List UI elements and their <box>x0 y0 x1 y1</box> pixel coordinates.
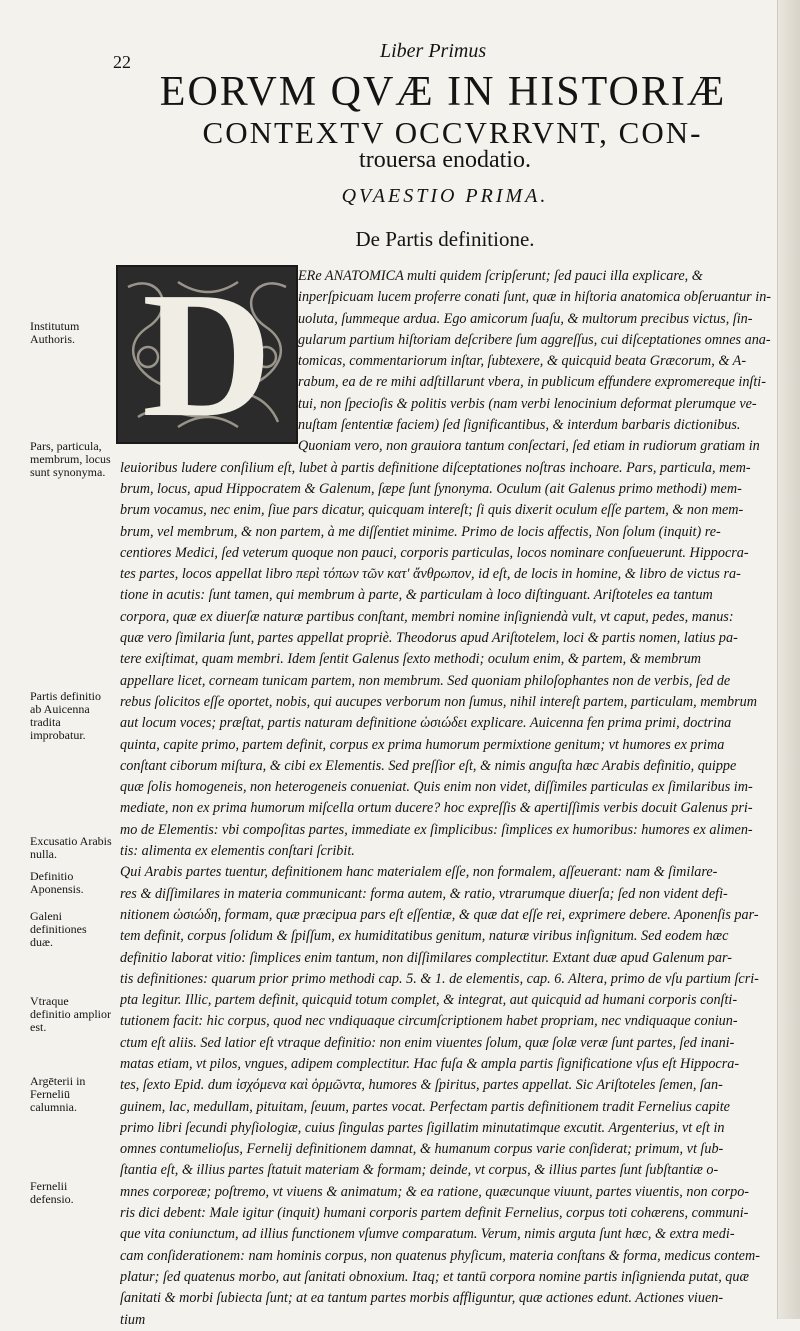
text-line: mediate, non ex prima humorum miſcella ortum ducere? hoc expreſſis & apertiſſimis verbis docuit Galenus pri- <box>120 800 753 817</box>
margin-note: Argēterii in Ferneliū calumnia. <box>30 1074 86 1114</box>
margin-note: Fernelii defensio. <box>30 1179 74 1206</box>
margin-note: Excusatio Arabis nulla. <box>30 834 112 861</box>
margin-note: Institutum Authoris. <box>30 319 80 346</box>
text-line: tem definit, corpus ſolidum & ſpiſſum, ex humiditatibus genitum, naturæ viribus inſignitum. Sed eodem hæc <box>120 928 729 945</box>
text-line: matas etiam, vt pilos, vngues, adipem complectitur. Hac fuſa & ampla partis ſignificatione vſus eſt Hippocra- <box>120 1055 740 1072</box>
text-line: res & diſſimilares in materia communicant: forma autem, & ratio, vtrarumque diuerſa; ſed non vident defi- <box>120 885 728 902</box>
text-line: pta legitur. Illic, partem definit, quicquid totum complet, & integrat, aut quicquid ad humani corporis conſti- <box>120 992 738 1009</box>
text-line: quæ ſolis homogeneis, non heterogeneis conueniat. Quis enim non videt, diſſimiles particulas ex ſimilaribus im- <box>120 779 753 796</box>
margin-note: Definitio Aponensis. <box>30 869 84 896</box>
section-subheading: De Partis definitione. <box>355 227 535 251</box>
text-line: tere exiſtimat, quam membri. Idem ſentit Galenus ſexto methodi; oculum enim, & partem, & membrum <box>120 651 702 668</box>
text-line: conſtant ciborum miſtura, & cibi ex Elementis. Sed preſſior eſt, & nimis anguſta hæc Arabis definitio, quippe <box>120 757 737 774</box>
margin-note: Partis definitio ab Auicenna tradita improbatur. <box>30 689 101 742</box>
margin-note: Vtraque definitio amplior est. <box>30 994 111 1034</box>
text-line: uoluta, ſummeque ardua. Ego amicorum ſuaſu, & multorum precibus victus, ſin- <box>298 310 753 327</box>
text-line: cam conſiderationem: nam hominis corpus, non quatenus phyſicum, materia conſtans & forma, medicus contem- <box>120 1247 760 1264</box>
text-line: rebus ſolicitos eſſe oportet, nobis, qui aucupes verborum non ſumus, nihil intereſt partem, particulam, membrum <box>120 693 757 710</box>
initial-letter: D <box>142 265 272 444</box>
text-line: ERe ANATOMICA multi quidem ſcripſerunt; ſed pauci illa explicare, & <box>298 268 703 284</box>
text-line: brum, locus, apud Hippocratem & Galenum, ſæpe ſunt ſynonyma. Oculum (ait Galenus primo methodi) mem- <box>120 480 742 497</box>
text-line: mo de Elementis: vbi compoſitas partes, immediate ex ſimplicibus: ſimplices ex humoribus: humores ex alimen- <box>120 821 753 838</box>
decorated-initial <box>116 265 298 444</box>
quaestio-heading: QVAESTIO PRIMA. <box>341 185 549 207</box>
text-line: platur; ſed quatenus morbo, aut ſanitati obnoxium. Itaq; et tantū corpora nomine partis inſignienda putat, quæ <box>120 1268 749 1285</box>
chapter-title-line-3: trouersa enodatio. <box>359 147 531 173</box>
text-line: centiores Medici, ſed veterum quoque non pauci, corporis particulas, locos nominare conſueuerunt. Hippocra- <box>120 544 749 561</box>
text-line: inperſpicuam lucem proferre conati ſunt, quæ in hiſtoria anatomica obſeruantur in- <box>298 289 772 306</box>
text-line: mnes corporeæ; poſtremo, vt viuens & animatum; & ea ratione, quæcunque viuunt, partes viuentis, non corpo- <box>120 1183 750 1200</box>
margin-note: Galeni definitiones duæ. <box>30 909 87 949</box>
text-line: aut locum voces; præſtat, partis naturam definitione ὡσιώδει explicare. Auicenna fen prima primi, doctrina <box>120 715 732 732</box>
text-line: tes partes, locos appellat libro περὶ τόπων τῶν κατ' ἄνθρωπον, id eſt, de locis in homine, & libro de victus ra- <box>120 566 741 583</box>
text-line: ris dici debent: Male igitur (inquit) humani corporis partem definit Fernelius, corpus toti cohærens, communi- <box>120 1205 749 1222</box>
text-line: tomicas, commentariorum inſtar, ſubtexere, & quicquid beata Græcorum, & A- <box>298 353 747 370</box>
text-line: tutionem facit: hic corpus, quod nec vndiquaque circumſcriptionem habet propriam, nec vndiquaque coniun- <box>120 1013 738 1030</box>
text-line: ſanitati & morbi ſubiecta ſunt; at ea tantum partes morbis affliguntur, quæ actiones edunt. Actiones viuen- <box>120 1290 724 1307</box>
text-line: rabum, ea de re mihi adſtillarunt vbera, in publicum effundere expromereque inſti- <box>298 374 766 391</box>
margin-note: Pars, particula, membrum, locus sunt synonyma. <box>30 439 111 479</box>
text-line: gularum partium hiſtoriam deſcribere ſum aggreſſus, cui diſceptationes omnes ana- <box>298 331 771 348</box>
text-line: tis: alimenta ex elementis conſtari ſcribit. <box>120 843 355 860</box>
text-line: guinem, lac, medullam, pituitam, ſeuum, partes vocat. Perfectam partis definitionem tradit Fernelius capite <box>120 1098 730 1115</box>
text-line: definitio laborat vitio: ſimplices enim tantum, non diſſimilares complectitur. Extant duæ apud Galenum par- <box>120 949 732 966</box>
text-line: ctum eſt aliis. Sed latior eſt vtraque definitio: non enim viuentes ſolum, quæ ſolæ veræ ſunt partes, ſed inani- <box>120 1034 735 1051</box>
text-line: que vita coniunctum, ad illius functionem vſumve comparatum. Verum, nimis arguta ſunt hæc, & extra medi- <box>120 1226 735 1243</box>
chapter-title-line-2: CONTEXTV OCCVRRVNT, CON- <box>202 115 703 150</box>
text-line: Quoniam vero, non grauiora tantum conſectari, ſed etiam in rudiorum gratiam in <box>298 438 760 455</box>
text-line: tes, ſexto Epid. dum ἰσχόμενα καὶ ὁρμῶντα, humores & ſpiritus, partes appellat. Sic Ariſtoteles ſemen, ſan- <box>120 1077 723 1094</box>
text-line: ſtantia eſt, & illius partes ſtatuit materiam & formam; deinde, vt corpus, & illius partes ſunt ſubſtantiæ o- <box>120 1162 719 1179</box>
text-line: leuioribus ludere conſilium eſt, lubet à partis definitione diſceptationes noſtras inchoare. Pars, particula, mem- <box>120 459 751 476</box>
text-line: appellare licet, corneam tunicam partem, non membrum. Sed quoniam philoſophantes non de verbis, ſed de <box>120 672 731 689</box>
text-line: Qui Arabis partes tuentur, definitionem hanc materialem eſſe, non formalem, aſſeuerant: nam & ſimilare- <box>120 864 718 881</box>
text-line: brum vocamus, nec enim, ſiue pars dicatur, quicquam intereſt; ſi quis dixerit oculum eſſe partem, & non mem- <box>120 502 744 519</box>
running-head: Liber Primus <box>380 40 487 62</box>
text-line: tium <box>120 1311 146 1328</box>
page-number: 22 <box>113 52 131 72</box>
text-line: tis definitiones: quarum prior primo methodi cap. 5. & 1. de elementis, cap. 6. Altera, primo de vſu partium ſcri- <box>120 970 759 987</box>
text-line: brum, vel membrum, & non partem, à me diſſentiet minime. Primo de locis affectis, Non ſolum (inquit) re- <box>120 523 721 540</box>
text-line: quæ vero ſimilaria ſunt, partes appellat propriè. Theodorus apud Ariſtotelem, loci & partis nomen, latius pa- <box>120 630 738 647</box>
text-line: quinta, capite primo, partem definit, corpus ex prima humorum permixtione genitum; vt humores ex prima <box>120 736 725 753</box>
text-line: nitionem ὡσιώδη, formam, quæ præcipua pars eſt eſſentiæ, & quæ dat eſſe rei, exprimere debere. Aponenſis par- <box>120 906 759 923</box>
text-line: nuſtam ſententiæ faciem) ſed ſignificantibus, & interdum barbaris dictionibus. <box>298 417 741 434</box>
text-line: omnes contumelioſus, Fernelij definitionem damnat, & humanum corpus varie conſiderat; primum, vt ſub- <box>120 1141 724 1158</box>
text-line: tui, non ſpecioſis & politis verbis (nam verbi lenocinium deformat plerumque ve- <box>298 395 757 412</box>
text-line: primo libri ſecundi phyſiologiæ, cuius ſingulas partes ſigillatim minutatimque excutit. Argenterius, vt eſt in <box>120 1119 725 1136</box>
text-line: tione in acutis: ſunt tamen, qui membrum à parte, & particulam à loco diſtinguant. Ariſtoteles ea tantum <box>120 587 713 604</box>
text-line: corpora, quæ ex diuerſæ naturæ partibus conſtant, membri nomine inſigniendà vult, vt caput, pedes, manus: <box>120 608 734 625</box>
chapter-title-line-1: EORVM QVÆ IN HISTORIÆ <box>159 69 727 115</box>
